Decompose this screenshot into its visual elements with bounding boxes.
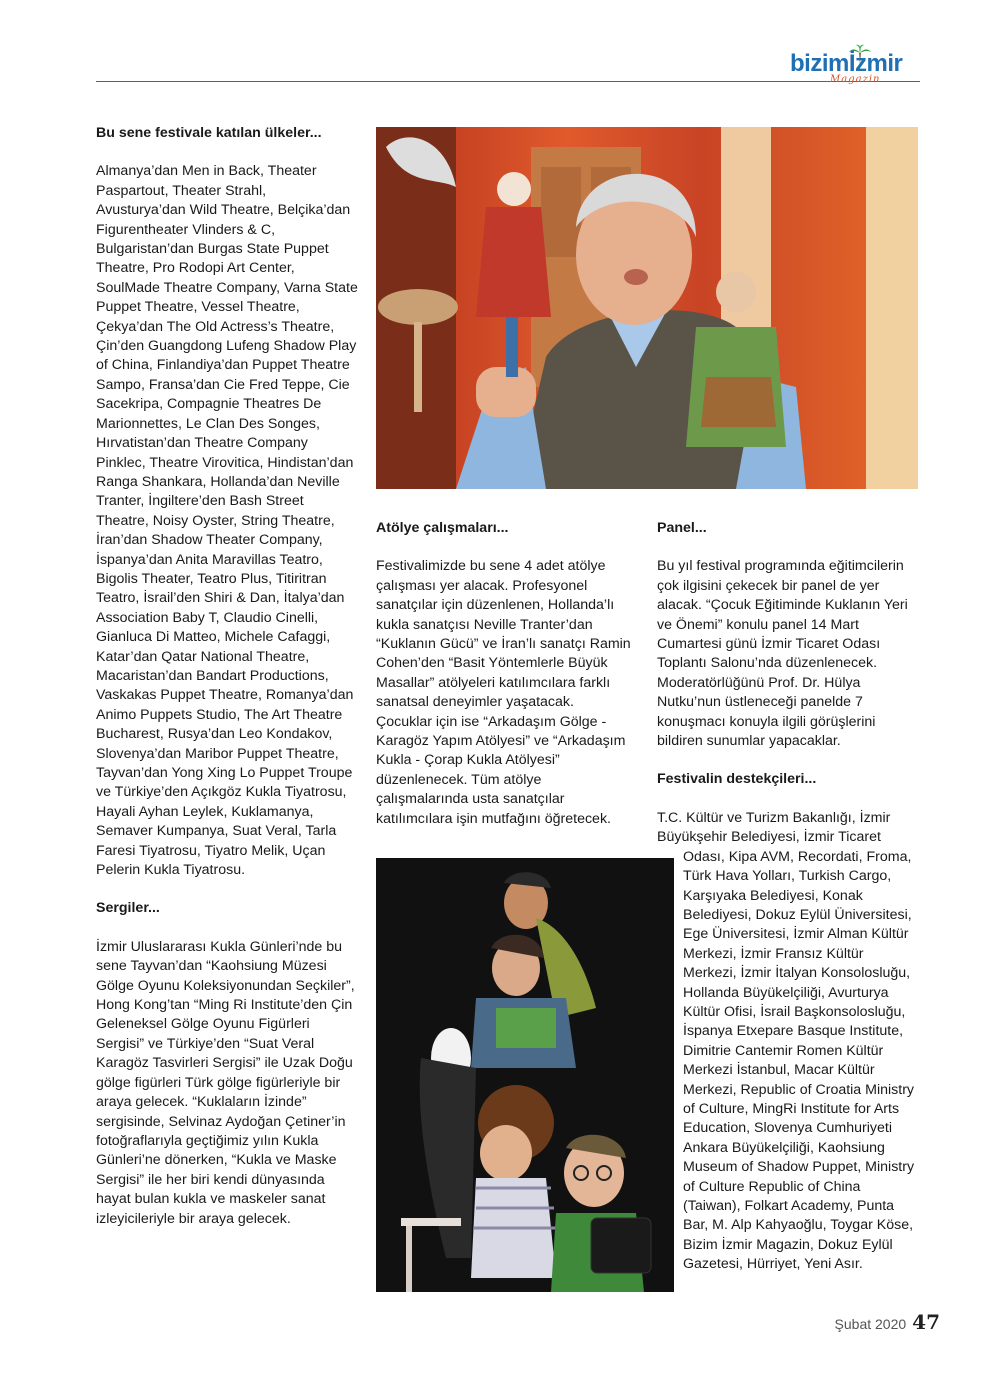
logo-izmir: İzmir bbox=[848, 50, 903, 77]
logo-subtitle: Magazin bbox=[830, 74, 881, 85]
supporters-paragraph bbox=[657, 809, 919, 1275]
panel-paragraph: Bu yıl festival programında eğitimcilerin çok ilgisini çekecek bir panel de yer alacak. “Çocuk Eğitiminde Kuklanın Yeri ve Önemi” konulu panel 14 Mart Cumartesi günü İzmir Ticaret Odası Toplantı Salonu’nda düzenlenecek. Moderatörlüğünü Prof. Dr. Hülya Nutku’nun üstleneceği panelde 7 konuşmacı konuyla ilgili görüşlerini bildiren sunumlar yapacaklar. bbox=[657, 558, 908, 750]
column-middle bbox=[376, 519, 632, 848]
column-left bbox=[96, 124, 358, 1248]
heading-workshops: Atölye çalışmaları... bbox=[376, 520, 509, 536]
workshops-paragraph: Festivalimizde bu sene 4 adet atölye çalışması yer alacak. Profesyonel sanatçılar için düzenlenen, Hollanda’lı kukla sanatçısı Neville Tranter’dan “Kuklanın Gücü” ve İran’lı sanatçı Ramin Cohen’den “Basit Yöntemlerle Büyük Masallar” atölyeleri katılımcılara farklı sanatsal deneyimler yaşatacak. Çocuklar için ise “Arkadaşım Gölge - Karagöz Yapım Atölyesi” ve “Arkadaşım Kukla - Çorap Kukla Atölyesi” düzenlenecek. Tüm atölye çalışmalarında usta sanatçılar katılımcılara işin mutfağını öğretecek. bbox=[376, 558, 631, 827]
puppeteer-photo bbox=[376, 127, 918, 489]
magazine-logo bbox=[790, 44, 922, 90]
page-footer bbox=[835, 1310, 940, 1334]
stage-puppets-illustration bbox=[376, 858, 674, 1292]
issue-date: Şubat 2020 bbox=[834, 1316, 907, 1332]
column-right bbox=[657, 519, 919, 1275]
supporters-rest: Odası, Kipa AVM, Recordati, Froma, Türk Hava Yolları, Turkish Cargo, Karşıyaka Belediyesi, Konak Belediyesi, Dokuz Eylül Üniversitesi, Ege Üniversitesi, İzmir Alman Kültür Merkezi, İzmir Fransız Kültür Merkezi, İzmir İtalyan Konsolosluğu, Hollanda Büyükelçiliği, Avurturya Kültür Ofisi, İsrail Başkonsolosluğu, İspanya Etxepare Basque Institute, Dimitrie Cantemir Romen Kültür Merkezi İstanbul, Macar Kültür Merkezi, Republic of Croatia Ministry of Culture, MingRi Institute for Arts Education, Slovenya Cumhuriyeti Ankara Büyükelçiliği, Kaohsiung Museum of Shadow Puppet, Ministry of Culture Republic of China (Taiwan), Folkart Academy, Punta Bar, M. Alp Kahyaoğlu, Toygar Köse, Bizim İzmir Magazin, Dokuz Eylül Gazetesi, Hürriyet, Yeni Asır. bbox=[683, 848, 915, 1273]
logo-bizim: bizim bbox=[790, 50, 849, 77]
stage-puppets-photo bbox=[376, 858, 674, 1292]
page-number: 47 bbox=[912, 1310, 940, 1334]
heading-exhibitions: Sergiler... bbox=[96, 900, 160, 917]
countries-paragraph: Almanya’dan Men in Back, Theater Paspartout, Theater Strahl, Avusturya’dan Wild Theatre, Belçika’dan Figurentheater Vlinders & C, Bulgaristan’dan Burgas State Puppet Theatre, Pro Rodopi Art Center, SoulMade Theatre Company, Varna State Puppet Theatre, Vessel Theatre, Çekya’dan The Old Actress’s Theatre, Çin’den Guangdong Lufeng Shadow Play of China, Finlandiya’dan Puppet Theatre Sampo, Fransa’dan Cie Fred Teppe, Cie Sacekripa, Compagnie Theatres De Marionnettes, Le Clan Des Songes, Hırvatistan’dan Theatre Company Pinklec, Theatre Virovitica, Hindistan’dan Ranga Shankara, Hollanda’dan Neville Tranter, İngiltere’den Bash Street Theatre, Noisy Oyster, String Theatre, İran’dan Shadow Theater Company, İspanya’dan Anita Maravillas Teatro, Bigolis Theater, Teatro Plus, Titiritran Teatro, İsrail’den Shiri & Dan, İtalya’dan Association Baby T, Claudio Cinelli, Gianluca Di Matteo, Michele Cafaggi, Katar’dan Qatar National Theatre, Macaristan’dan Bandart Productions, Vaskakas Puppet Theatre, Romanya’dan Animo Puppets Studio, The Art Theatre Bucharest, Rusya’dan Leo Kondakov, Slovenya’dan Maribor Puppet Theatre, Tayvan’dan Yong Xing Lo Puppet Troupe ve Türkiye’den Açıkgöz Kukla Tiyatrosu, Hayali Ayhan Leylek, Kuklamanya, Semaver Kumpanya, Suat Veral, Tarla Faresi Tiyatrosu, Tiyatro Melik, Uçan Pelerin Kukla Tiyatrosu. bbox=[96, 163, 358, 879]
exhibitions-paragraph: İzmir Uluslararası Kukla Günleri’nde bu sene Tayvan’dan “Kaohsiung Müzesi Gölge Oyunu Koleksiyonundan Seçkiler”, Hong Kong’tan “Ming Ri Institute’den Çin Geleneksel Gölge Oyunu Figürleri Sergisi” ve Türkiye’den “Suat Veral Karagöz Tasvirleri Sergisi” ile Uzak Doğu gölge figürleri Türk gölge figürleriyle bir araya gelecek. “Kuklaların İzinde” sergisinde, Selvinaz Aydoğan Çetiner’in fotoğraflarıyla geçtiğimiz yılın Kukla Günleri’ne dönerken, “Kukla ve Maske Sergisi” ile her biri kendi dünyasında hayat bulan kukla ve maskeler sanat izleyicileriyle bir araya gelecek. bbox=[96, 938, 355, 1227]
heading-panel: Panel... bbox=[657, 520, 707, 536]
heading-supporters: Festivalin destekçileri... bbox=[657, 771, 817, 788]
heading-countries: Bu sene festivale katılan ülkeler... bbox=[96, 125, 322, 141]
puppeteer-illustration bbox=[376, 127, 918, 489]
supporters-lead: T.C. Kültür ve Turizm Bakanlığı, İzmir Büyükşehir Belediyesi, İzmir Ticaret bbox=[657, 809, 891, 846]
